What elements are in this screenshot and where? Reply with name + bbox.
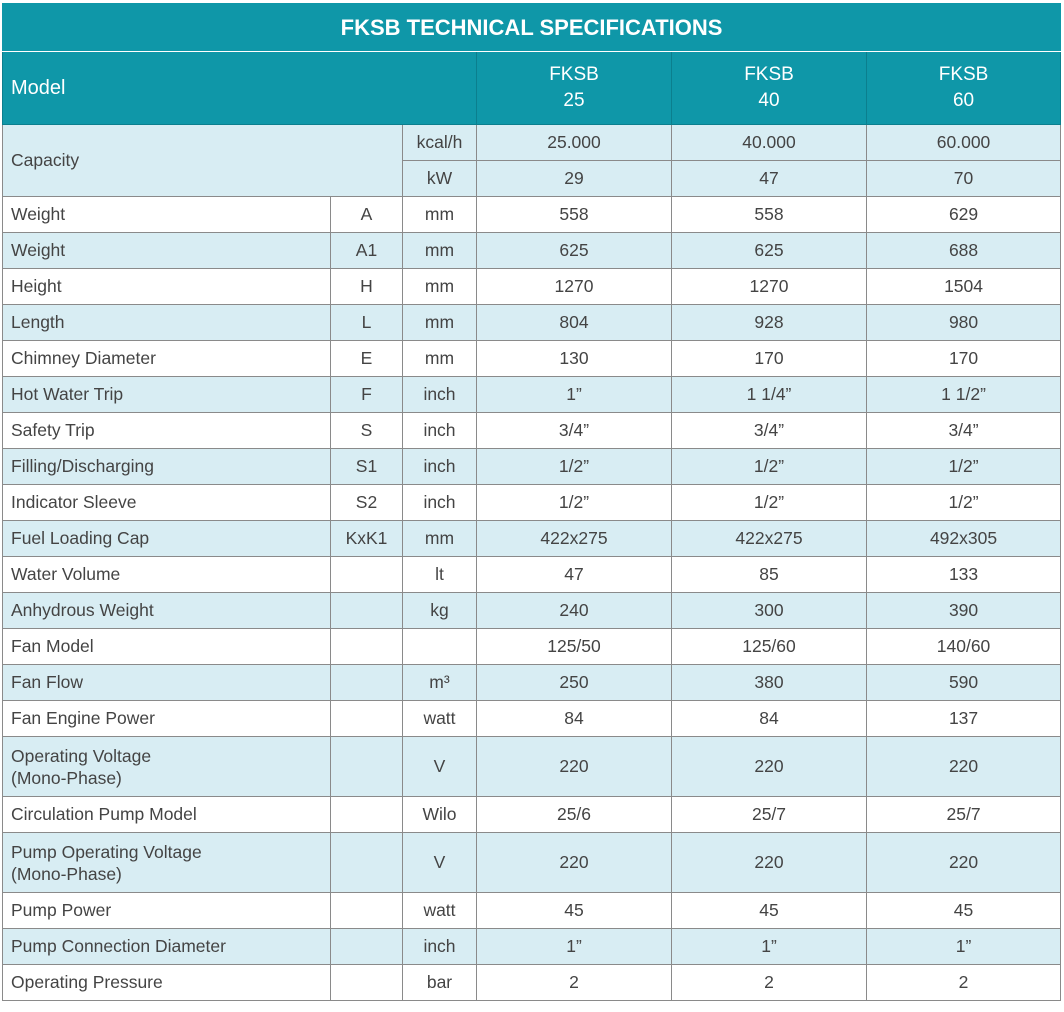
row-label: Fan Flow xyxy=(3,665,331,701)
row-label: Height xyxy=(3,269,331,305)
table-row xyxy=(3,893,1061,929)
unit-cell: inch xyxy=(403,413,477,449)
unit-cell: mm xyxy=(403,305,477,341)
model-name: FKSB xyxy=(938,64,989,85)
code-cell: S xyxy=(331,413,403,449)
unit-cell: mm xyxy=(403,197,477,233)
row-label: Circulation Pump Model xyxy=(3,797,331,833)
table-row xyxy=(3,521,1061,557)
value-cell: 137 xyxy=(867,701,1061,737)
row-label xyxy=(3,833,331,893)
title-row xyxy=(3,4,1061,52)
table-row xyxy=(3,629,1061,665)
model-label: Model xyxy=(3,52,477,125)
value-cell: 1 1/2” xyxy=(867,377,1061,413)
value-cell: 492x305 xyxy=(867,521,1061,557)
row-label xyxy=(3,737,331,797)
row-label-line: (Mono-Phase) xyxy=(11,767,122,788)
value-cell: 25/7 xyxy=(867,797,1061,833)
unit-cell: Wilo xyxy=(403,797,477,833)
value-cell: 220 xyxy=(867,737,1061,797)
row-label: Fan Model xyxy=(3,629,331,665)
row-label: Length xyxy=(3,305,331,341)
value-cell: 804 xyxy=(477,305,672,341)
unit-cell: mm xyxy=(403,521,477,557)
unit-cell: V xyxy=(403,833,477,893)
unit-cell: watt xyxy=(403,893,477,929)
value-cell: 980 xyxy=(867,305,1061,341)
value-cell: 170 xyxy=(867,341,1061,377)
value-cell: 70 xyxy=(867,161,1061,197)
value-cell: 629 xyxy=(867,197,1061,233)
value-cell: 2 xyxy=(477,965,672,1001)
row-label: Fan Engine Power xyxy=(3,701,331,737)
code-cell xyxy=(331,737,403,797)
value-cell: 558 xyxy=(477,197,672,233)
row-label: Indicator Sleeve xyxy=(3,485,331,521)
unit-cell: mm xyxy=(403,341,477,377)
row-label: Safety Trip xyxy=(3,413,331,449)
row-label: Weight xyxy=(3,197,331,233)
unit-cell: inch xyxy=(403,929,477,965)
value-cell: 170 xyxy=(672,341,867,377)
unit-cell: bar xyxy=(403,965,477,1001)
value-cell: 1/2” xyxy=(477,485,672,521)
value-cell: 380 xyxy=(672,665,867,701)
table-row xyxy=(3,197,1061,233)
value-cell: 688 xyxy=(867,233,1061,269)
value-cell: 84 xyxy=(477,701,672,737)
code-cell xyxy=(331,665,403,701)
unit-cell: inch xyxy=(403,485,477,521)
code-cell xyxy=(331,797,403,833)
code-cell xyxy=(331,929,403,965)
code-cell: S1 xyxy=(331,449,403,485)
value-cell: 3/4” xyxy=(477,413,672,449)
code-cell: KxK1 xyxy=(331,521,403,557)
value-cell: 1/2” xyxy=(867,485,1061,521)
value-cell: 1” xyxy=(477,377,672,413)
value-cell: 300 xyxy=(672,593,867,629)
table-row xyxy=(3,377,1061,413)
row-label: Hot Water Trip xyxy=(3,377,331,413)
row-label-capacity: Capacity xyxy=(3,125,403,197)
value-cell: 45 xyxy=(672,893,867,929)
code-cell: A xyxy=(331,197,403,233)
model-header-fksb-25 xyxy=(477,52,672,125)
value-cell: 1” xyxy=(672,929,867,965)
model-header-fksb-60 xyxy=(867,52,1061,125)
value-cell: 3/4” xyxy=(867,413,1061,449)
value-cell: 590 xyxy=(867,665,1061,701)
row-label-line: (Mono-Phase) xyxy=(11,863,122,884)
value-cell: 220 xyxy=(477,737,672,797)
code-cell: S2 xyxy=(331,485,403,521)
model-size: 40 xyxy=(758,90,780,111)
value-cell: 40.000 xyxy=(672,125,867,161)
unit-cell: inch xyxy=(403,377,477,413)
code-cell xyxy=(331,965,403,1001)
unit-cell: inch xyxy=(403,449,477,485)
code-cell xyxy=(331,629,403,665)
value-cell: 133 xyxy=(867,557,1061,593)
value-cell: 1/2” xyxy=(672,485,867,521)
unit-cell: mm xyxy=(403,269,477,305)
table-row xyxy=(3,665,1061,701)
value-cell: 422x275 xyxy=(477,521,672,557)
value-cell: 140/60 xyxy=(867,629,1061,665)
model-size: 25 xyxy=(563,90,585,111)
value-cell: 25/7 xyxy=(672,797,867,833)
code-cell: H xyxy=(331,269,403,305)
unit-cell: m³ xyxy=(403,665,477,701)
row-label: Water Volume xyxy=(3,557,331,593)
code-cell xyxy=(331,893,403,929)
value-cell: 45 xyxy=(477,893,672,929)
table-row xyxy=(3,485,1061,521)
value-cell: 85 xyxy=(672,557,867,593)
row-label: Filling/Discharging xyxy=(3,449,331,485)
unit-cell: kcal/h xyxy=(403,125,477,161)
row-label: Anhydrous Weight xyxy=(3,593,331,629)
value-cell: 422x275 xyxy=(672,521,867,557)
value-cell: 3/4” xyxy=(672,413,867,449)
row-label: Operating Pressure xyxy=(3,965,331,1001)
table-title: FKSB TECHNICAL SPECIFICATIONS xyxy=(3,4,1061,52)
value-cell: 1” xyxy=(477,929,672,965)
value-cell: 625 xyxy=(672,233,867,269)
value-cell: 45 xyxy=(867,893,1061,929)
unit-cell: V xyxy=(403,737,477,797)
unit-cell xyxy=(403,629,477,665)
value-cell: 1270 xyxy=(672,269,867,305)
value-cell: 84 xyxy=(672,701,867,737)
model-size: 60 xyxy=(952,90,975,111)
table-row xyxy=(3,701,1061,737)
table-row xyxy=(3,233,1061,269)
unit-cell: mm xyxy=(403,233,477,269)
code-cell: L xyxy=(331,305,403,341)
value-cell: 625 xyxy=(477,233,672,269)
value-cell: 1 1/4” xyxy=(672,377,867,413)
value-cell: 29 xyxy=(477,161,672,197)
unit-cell: kg xyxy=(403,593,477,629)
value-cell: 1504 xyxy=(867,269,1061,305)
value-cell: 240 xyxy=(477,593,672,629)
code-cell: A1 xyxy=(331,233,403,269)
value-cell: 220 xyxy=(867,833,1061,893)
spec-table xyxy=(2,3,1061,1001)
value-cell: 250 xyxy=(477,665,672,701)
value-cell: 2 xyxy=(867,965,1061,1001)
value-cell: 47 xyxy=(672,161,867,197)
row-label-line: Pump Operating Voltage xyxy=(11,841,202,862)
value-cell: 1/2” xyxy=(867,449,1061,485)
code-cell xyxy=(331,701,403,737)
row-label: Weight xyxy=(3,233,331,269)
row-label: Pump Connection Diameter xyxy=(3,929,331,965)
table-row xyxy=(3,341,1061,377)
code-cell: F xyxy=(331,377,403,413)
row-label: Fuel Loading Cap xyxy=(3,521,331,557)
row-label: Pump Power xyxy=(3,893,331,929)
unit-cell: kW xyxy=(403,161,477,197)
value-cell: 220 xyxy=(477,833,672,893)
value-cell: 2 xyxy=(672,965,867,1001)
value-cell: 390 xyxy=(867,593,1061,629)
table-row-capacity-kcal xyxy=(3,125,1061,161)
table-row xyxy=(3,965,1061,1001)
value-cell: 1” xyxy=(867,929,1061,965)
value-cell: 220 xyxy=(672,833,867,893)
value-cell: 558 xyxy=(672,197,867,233)
unit-cell: watt xyxy=(403,701,477,737)
row-label: Chimney Diameter xyxy=(3,341,331,377)
code-cell xyxy=(331,833,403,893)
value-cell: 125/60 xyxy=(672,629,867,665)
table-row xyxy=(3,929,1061,965)
value-cell: 1270 xyxy=(477,269,672,305)
value-cell: 25/6 xyxy=(477,797,672,833)
header-row xyxy=(3,52,1061,125)
table-row xyxy=(3,305,1061,341)
value-cell: 60.000 xyxy=(867,125,1061,161)
code-cell xyxy=(331,557,403,593)
row-label-line: Operating Voltage xyxy=(11,745,152,766)
model-header-fksb-40 xyxy=(672,52,867,125)
model-name: FKSB xyxy=(549,64,599,85)
table-row xyxy=(3,413,1061,449)
table-row xyxy=(3,557,1061,593)
value-cell: 220 xyxy=(672,737,867,797)
model-name: FKSB xyxy=(744,64,794,85)
unit-cell: lt xyxy=(403,557,477,593)
value-cell: 47 xyxy=(477,557,672,593)
table-row xyxy=(3,737,1061,797)
value-cell: 130 xyxy=(477,341,672,377)
value-cell: 125/50 xyxy=(477,629,672,665)
table-row xyxy=(3,833,1061,893)
code-cell xyxy=(331,593,403,629)
value-cell: 1/2” xyxy=(672,449,867,485)
value-cell: 1/2” xyxy=(477,449,672,485)
value-cell: 928 xyxy=(672,305,867,341)
table-row xyxy=(3,269,1061,305)
table-row xyxy=(3,449,1061,485)
table-row xyxy=(3,797,1061,833)
code-cell: E xyxy=(331,341,403,377)
table-row xyxy=(3,593,1061,629)
value-cell: 25.000 xyxy=(477,125,672,161)
